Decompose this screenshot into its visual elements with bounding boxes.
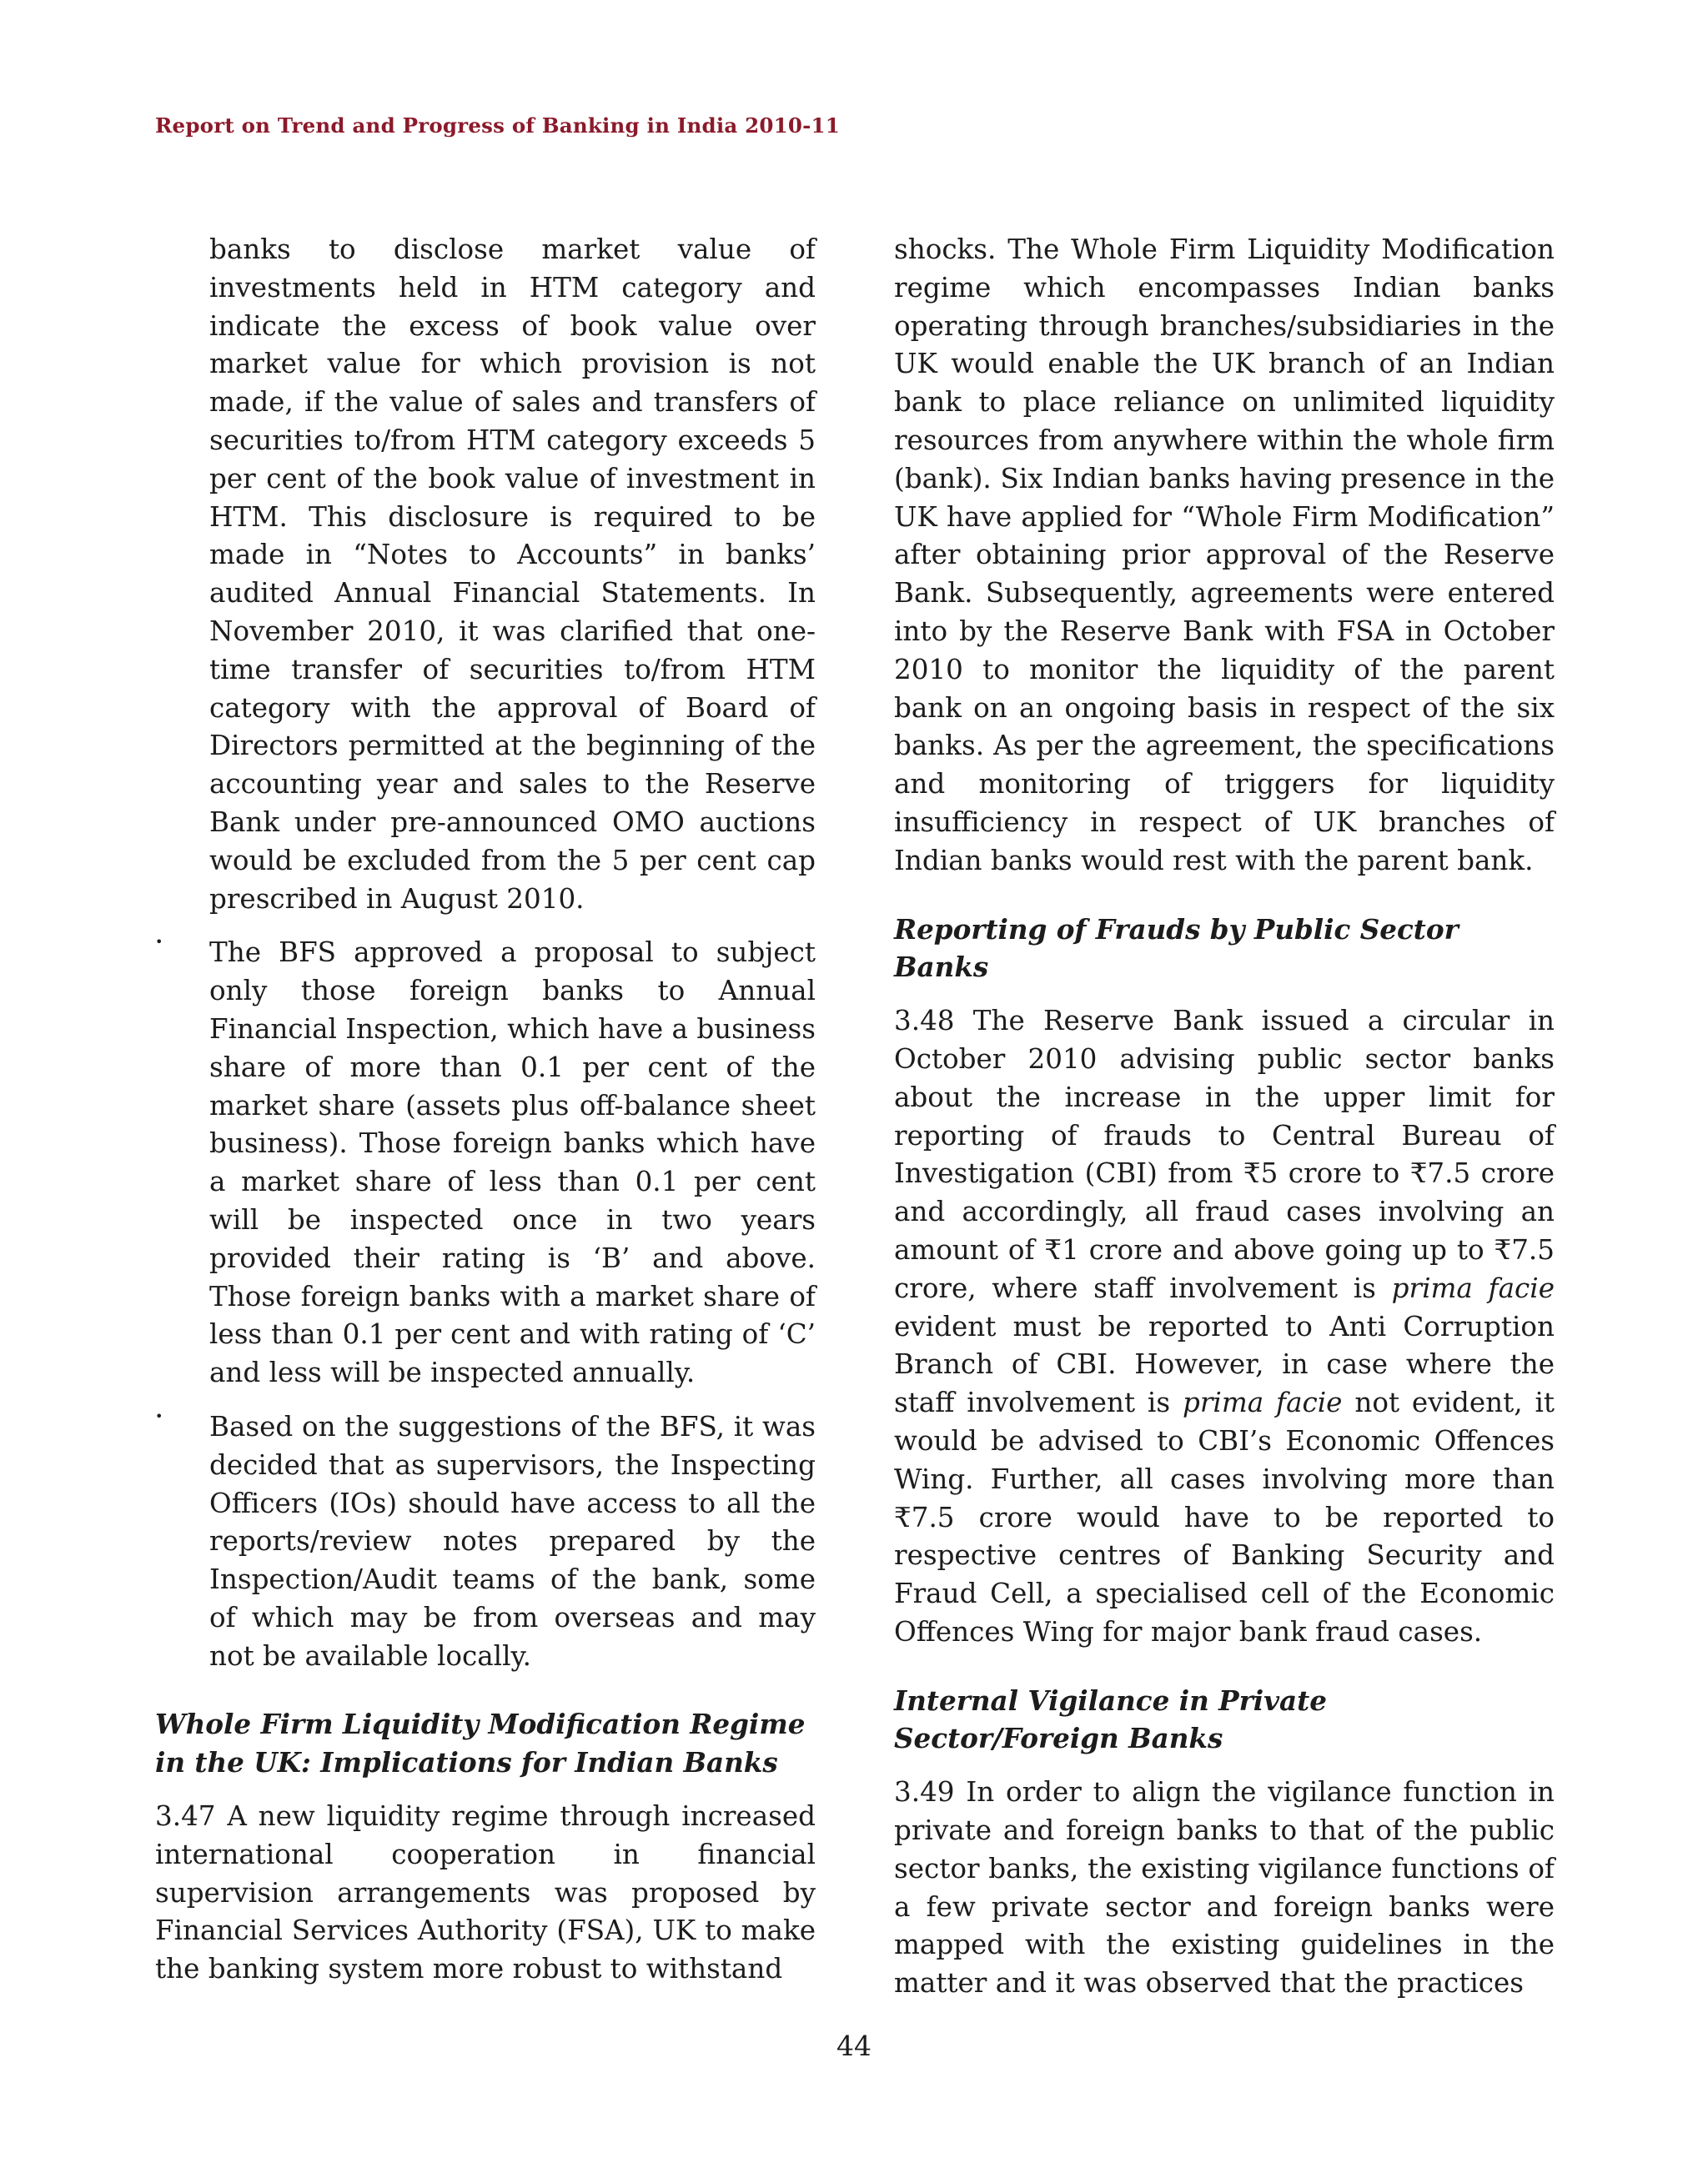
paragraph-3-48-text: evident must be reported to Anti Corruption Branch of CBI. However, in case where the staff involvement is: [894, 1310, 1555, 1419]
prima-facie-term: prima facie: [1182, 1387, 1343, 1419]
bullet-icon: •: [155, 1408, 163, 1424]
section-heading-reporting-of-frauds: Reporting of Frauds by Public Sector Banks: [894, 912, 1459, 984]
paragraph-3-48-text: 3.48 The Reserve Bank issued a circular in October 2010 advising public sector banks about the increase in the upper limit for reporting of frauds to Central Bureau of Investigation (CBI) from ₹5 crore to ₹7.5 crore and accordingly, all fraud cases involving an amount of ₹1 crore and above going up to ₹7.5 crore, where staff involvement is: [894, 1005, 1555, 1304]
running-header: Report on Trend and Progress of Banking in India 2010-11: [155, 113, 841, 138]
section-heading-whole-firm-liquidity: Whole Firm Liquidity Modification Regime in the UK: Implications for Indian Banks: [155, 1708, 806, 1779]
page-number: 44: [836, 2030, 872, 2062]
paragraph-3-48: [894, 1002, 1555, 1652]
paragraph-3-48-text: not evident, it would be advised to CBI’s Economic Offences Wing. Further, all cases involving more than ₹7.5 crore would have to be reported to respective centres of Banking Security and Fraud Cell, a specialised cell of the Economic Offences Wing for major bank fraud cases.: [894, 1387, 1555, 1648]
bullet-item-inspecting-officers: [155, 1408, 816, 1676]
bullet-text: Based on the suggestions of the BFS, it was decided that as supervisors, the Inspecting Officers (IOs) should have access to all the reports/review notes prepared by the Inspection/Audit teams of the bank, some of which may be from overseas and may not be available locally.: [209, 1410, 816, 1672]
bullet-icon: •: [155, 934, 163, 951]
left-column: [155, 231, 816, 1989]
htm-disclosure-paragraph: banks to disclose market value of investments held in HTM category and indicate the excess of book value over market value for which provision is not made, if the value of sales and transfers of securities to/from HTM category exceeds 5 per cent of the book value of investment in HTM. This disclosure is required to be made in “Notes to Accounts” in banks’ audited Annual Financial Statements. In November 2010, it was clarified that one-time transfer of securities to/from HTM category with the approval of Board of Directors permitted at the beginning of the accounting year and sales to the Reserve Bank under pre-announced OMO auctions would be excluded from the 5 per cent cap prescribed in August 2010.: [209, 233, 816, 915]
bullet-text: The BFS approved a proposal to subject only those foreign banks to Annual Financial Inspection, which have a business share of more than 0.1 per cent of the market share (assets plus off-balance sheet business). Those foreign banks which have a market share of less than 0.1 per cent will be inspected once in two years provided their rating is ‘B’ and above. Those foreign banks with a market share of less than 0.1 per cent and with rating of ‘C’ and less will be inspected annually.: [209, 936, 816, 1389]
whole-firm-liquidity-continued-paragraph: shocks. The Whole Firm Liquidity Modification regime which encompasses Indian banks operating through branches/subsidiaries in the UK would enable the UK branch of an Indian bank to place reliance on unlimited liquidity resources from anywhere within the whole firm (bank). Six Indian banks having presence in the UK have applied for “Whole Firm Modification” after obtaining prior approval of the Reserve Bank. Subsequently, agreements were entered into by the Reserve Bank with FSA in October 2010 to monitor the liquidity of the parent bank on an ongoing basis in respect of the six banks. As per the agreement, the specifications and monitoring of triggers for liquidity insufficiency in respect of UK branches of Indian banks would rest with the parent bank.: [894, 233, 1555, 876]
right-column: [894, 231, 1555, 2003]
paragraph-3-47: 3.47 A new liquidity regime through increased international cooperation in financial supervision arrangements was proposed by Financial Services Authority (FSA), UK to make the banking system more robust to withstand: [155, 1800, 816, 1985]
bullet-item-foreign-bank-inspection: [155, 934, 816, 1393]
paragraph-3-49: 3.49 In order to align the vigilance function in private and foreign banks to that of the public sector banks, the existing vigilance functions of a few private sector and foreign banks were mapped with the existing guidelines in the matter and it was observed that the practices: [894, 1776, 1555, 2000]
prima-facie-term: prima facie: [1391, 1272, 1555, 1304]
section-heading-internal-vigilance: Internal Vigilance in Private Sector/Foreign Banks: [894, 1684, 1327, 1755]
